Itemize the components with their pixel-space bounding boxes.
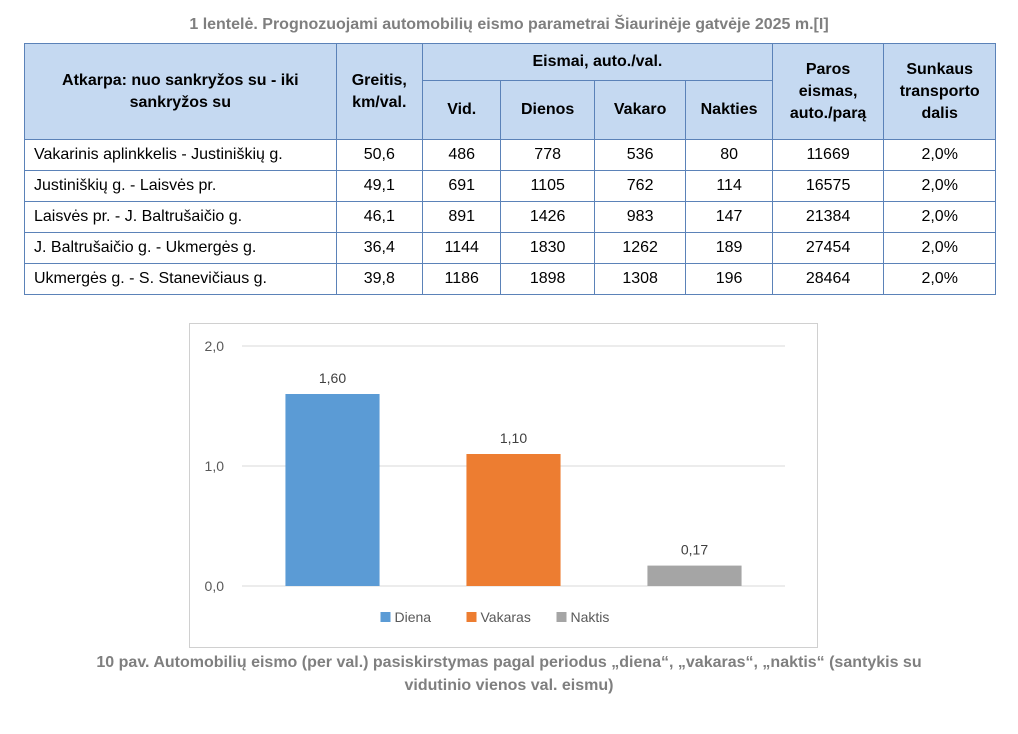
cell-night: 147 (686, 202, 772, 233)
cell-daily: 11669 (772, 140, 884, 171)
cell-avg: 1144 (423, 233, 501, 264)
data-label: 1,60 (318, 370, 347, 386)
cell-night: 196 (686, 264, 772, 295)
legend-swatch (467, 612, 477, 622)
legend-label: Vakaras (480, 609, 531, 625)
cell-segment: Justiniškių g. - Laisvės pr. (25, 171, 337, 202)
bar (647, 566, 741, 586)
legend-swatch (557, 612, 567, 622)
header-heavy: Sunkaus transporto dalis (884, 44, 996, 140)
table-row (25, 233, 996, 264)
cell-daily: 21384 (772, 202, 884, 233)
table-caption: 1 lentelė. Prognozuojami automobilių eismo parametrai Šiaurinėje gatvėje 2025 m.[I] (189, 16, 829, 33)
cell-avg: 691 (423, 171, 501, 202)
bar-chart-svg (190, 324, 817, 647)
table-row (25, 140, 996, 171)
cell-night: 80 (686, 140, 772, 171)
cell-heavy: 2,0% (884, 264, 996, 295)
cell-avg: 1186 (423, 264, 501, 295)
cell-evening: 1262 (594, 233, 685, 264)
header-evening: Vakaro (594, 81, 685, 140)
cell-segment: J. Baltrušaičio g. - Ukmergės g. (25, 233, 337, 264)
period-distribution-chart (189, 323, 818, 648)
header-daily: Paros eismas, auto./parą (772, 44, 884, 140)
cell-speed: 49,1 (336, 171, 422, 202)
header-day: Dienos (501, 81, 594, 140)
cell-night: 189 (686, 233, 772, 264)
figure-caption-line-1: 10 pav. Automobilių eismo (per val.) pasiskirstymas pagal periodus „diena“, „vakaras“, „naktis“ (santykis su (96, 654, 922, 671)
table-row (25, 264, 996, 295)
y-tick-label: 1,0 (204, 458, 224, 474)
cell-evening: 1308 (594, 264, 685, 295)
cell-heavy: 2,0% (884, 140, 996, 171)
y-tick-label: 2,0 (204, 338, 224, 354)
cell-segment: Ukmergės g. - S. Stanevičiaus g. (25, 264, 337, 295)
y-tick-label: 0,0 (204, 578, 224, 594)
cell-speed: 36,4 (336, 233, 422, 264)
cell-heavy: 2,0% (884, 202, 996, 233)
data-label: 0,17 (680, 541, 709, 558)
header-traffic-group: Eismai, auto./val. (423, 44, 773, 81)
cell-speed: 50,6 (336, 140, 422, 171)
figure-caption-line-2: vidutinio vienos val. eismu) (404, 677, 614, 694)
cell-day: 1105 (501, 171, 594, 202)
cell-heavy: 2,0% (884, 233, 996, 264)
cell-evening: 536 (594, 140, 685, 171)
bar (285, 394, 379, 586)
cell-avg: 891 (423, 202, 501, 233)
cell-speed: 39,8 (336, 264, 422, 295)
traffic-table (24, 43, 996, 295)
cell-daily: 16575 (772, 171, 884, 202)
table-row (25, 171, 996, 202)
table-row (25, 202, 996, 233)
header-night: Nakties (686, 81, 772, 140)
cell-heavy: 2,0% (884, 171, 996, 202)
cell-speed: 46,1 (336, 202, 422, 233)
legend-label: Naktis (570, 609, 610, 625)
figure-caption (30, 651, 988, 697)
cell-avg: 486 (423, 140, 501, 171)
cell-daily: 28464 (772, 264, 884, 295)
legend-label: Diena (394, 609, 432, 625)
cell-evening: 762 (594, 171, 685, 202)
cell-daily: 27454 (772, 233, 884, 264)
cell-day: 1898 (501, 264, 594, 295)
cell-day: 1830 (501, 233, 594, 264)
cell-segment: Laisvės pr. - J. Baltrušaičio g. (25, 202, 337, 233)
cell-night: 114 (686, 171, 772, 202)
cell-day: 1426 (501, 202, 594, 233)
data-label: 1,10 (499, 430, 528, 446)
header-segment: Atkarpa: nuo sankryžos su - iki sankryžos su (25, 44, 337, 140)
cell-evening: 983 (594, 202, 685, 233)
cell-day: 778 (501, 140, 594, 171)
cell-segment: Vakarinis aplinkkelis - Justiniškių g. (25, 140, 337, 171)
header-speed: Greitis, km/val. (336, 44, 422, 140)
bar (466, 454, 560, 586)
legend-swatch (381, 612, 391, 622)
header-avg: Vid. (423, 81, 501, 140)
